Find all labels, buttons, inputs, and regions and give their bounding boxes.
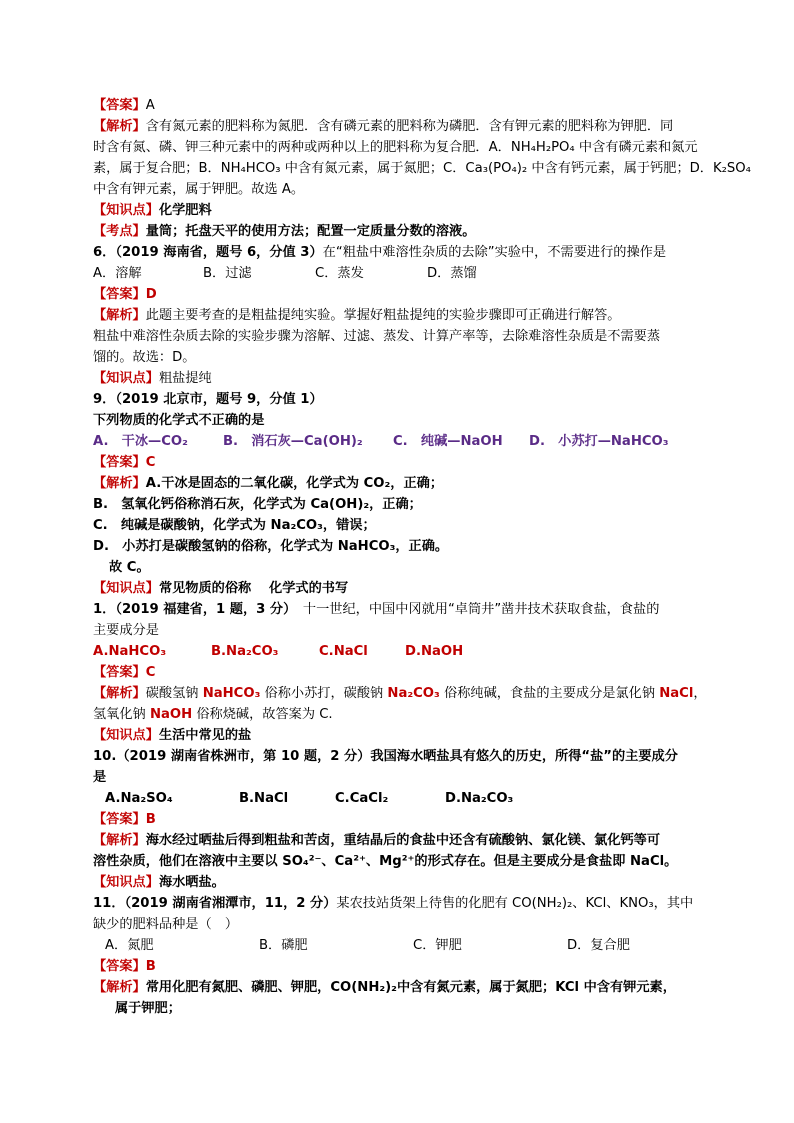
question-source: （2019 福建省，1 题，3 分） xyxy=(115,602,290,617)
text-line: 故 C。 xyxy=(109,560,150,575)
analysis-line xyxy=(93,116,705,137)
options-line xyxy=(93,935,705,956)
option-b: B.NaCl xyxy=(239,791,289,806)
text-line: D. 小苏打是碳酸氢钠的俗称，化学式为 NaHCO₃，正确。 xyxy=(93,539,449,554)
option-b: B．过滤 xyxy=(203,266,252,281)
knowledge-line xyxy=(93,200,705,221)
option-a: A．氮肥 xyxy=(105,938,154,953)
text-line: 是 xyxy=(93,770,107,785)
option-a: A. 干冰—CO₂ xyxy=(93,434,188,449)
option-d: D．复合肥 xyxy=(567,938,630,953)
question-source: （2019 湖南省湘潭市，11，2 分） xyxy=(124,896,337,911)
text-line: 主要成分是 xyxy=(93,623,159,638)
question-number: 10. xyxy=(93,749,117,764)
answer-text: A xyxy=(145,98,155,113)
options-line xyxy=(93,263,705,284)
analysis-text: 常用化肥有氮肥、磷肥、钾肥，CO(NH₂)₂中含有氮元素，属于氮肥；KCl 中含有钾元素， xyxy=(145,980,676,995)
question-line xyxy=(93,746,705,767)
knowledge-tag: 【知识点】 xyxy=(93,875,159,890)
text-line: 缺少的肥料品种是（ ） xyxy=(93,917,239,932)
knowledge-tag: 【知识点】 xyxy=(93,371,159,386)
text-line: C. 纯碱是碳酸钠，化学式为 Na₂CO₃，错误； xyxy=(93,518,376,533)
analysis-tag: 【解析】 xyxy=(93,686,146,701)
answer-tag: 【答案】 xyxy=(93,287,146,302)
text-line: B. 氢氧化钙俗称消石灰，化学式为 Ca(OH)₂，正确； xyxy=(93,497,422,512)
option-a: A.Na₂SO₄ xyxy=(105,791,173,806)
kaodian-line xyxy=(93,221,705,242)
options-line xyxy=(93,431,705,452)
analysis-text: 碳酸氢钠 xyxy=(145,686,203,701)
answer-text: B xyxy=(145,959,156,974)
knowledge-tag: 【知识点】 xyxy=(93,728,159,743)
analysis-text: 含有氮元素的肥料称为氮肥．含有磷元素的肥料称为磷肥．含有钾元素的肥料称为钾肥．同 xyxy=(145,119,674,134)
formula: NaHCO₃ xyxy=(202,686,261,701)
analysis-tag: 【解析】 xyxy=(93,119,146,134)
question-text: 下列物质的化学式不正确的是 xyxy=(93,413,265,428)
analysis-text: ， xyxy=(693,686,707,701)
analysis-line xyxy=(93,305,705,326)
option-c: C.CaCl₂ xyxy=(335,791,389,806)
analysis-tag: 【解析】 xyxy=(93,980,146,995)
text: 氢氧化钠 xyxy=(93,707,150,722)
option-d: D.NaOH xyxy=(405,644,464,659)
analysis-line xyxy=(93,473,705,494)
text: 俗称烧碱，故答案为 C. xyxy=(192,707,333,722)
answer-line xyxy=(93,956,705,977)
question-source: （2019 北京市，题号 9，分值 1） xyxy=(115,392,323,407)
option-a: A.NaHCO₃ xyxy=(93,644,167,659)
text-line: 素，属于复合肥；B．NH₄HCO₃ 中含有氮元素，属于氮肥；C．Ca₃(PO₄)₂ 中含有钙元素，属于钙肥；D．K₂SO₄ xyxy=(93,161,751,176)
option-d: D.Na₂CO₃ xyxy=(445,791,514,806)
answer-tag: 【答案】 xyxy=(93,812,146,827)
knowledge-tag: 【知识点】 xyxy=(93,203,159,218)
answer-text: B xyxy=(145,812,156,827)
answer-tag: 【答案】 xyxy=(93,455,146,470)
question-line xyxy=(93,242,705,263)
knowledge-text: 常见物质的俗称 化学式的书写 xyxy=(158,581,349,596)
question-line xyxy=(93,893,705,914)
answer-line xyxy=(93,95,705,116)
analysis-line xyxy=(93,977,705,998)
answer-tag: 【答案】 xyxy=(93,98,146,113)
knowledge-tag: 【知识点】 xyxy=(93,581,159,596)
question-text: 在“粗盐中难溶性杂质的去除”实验中，不需要进行的操作是 xyxy=(322,245,667,260)
question-text: 我国海水晒盐具有悠久的历史，所得“盐”的主要成分 xyxy=(370,749,678,764)
knowledge-text: 化学肥料 xyxy=(158,203,212,218)
answer-line xyxy=(93,809,705,830)
question-line xyxy=(93,599,705,620)
question-source: （2019 海南省，题号 6，分值 3） xyxy=(115,245,323,260)
analysis-line xyxy=(93,683,705,704)
question-line xyxy=(93,389,705,410)
knowledge-text: 生活中常见的盐 xyxy=(158,728,252,743)
question-source: （2019 湖南省株洲市，第 10 题，2 分） xyxy=(116,749,371,764)
analysis-tag: 【解析】 xyxy=(93,308,146,323)
analysis-text: 海水经过晒盐后得到粗盐和苦卤，重结晶后的食盐中还含有硫酸钠、氯化镁、氯化钙等可 xyxy=(145,833,661,848)
options-line xyxy=(93,788,705,809)
formula: Na₂CO₃ xyxy=(387,686,440,701)
formula: NaOH xyxy=(149,707,193,722)
answer-line xyxy=(93,284,705,305)
options-line xyxy=(93,641,705,662)
option-c: C.NaCl xyxy=(319,644,368,659)
text-line xyxy=(93,704,705,725)
text-line: 馏的。故选：D。 xyxy=(93,350,196,365)
formula: NaCl xyxy=(659,686,694,701)
question-text: 十一世纪，中国中冈就用“卓筒井”凿井技术获取食盐，食盐的 xyxy=(289,602,660,617)
option-b: B.Na₂CO₃ xyxy=(211,644,279,659)
text-line: 时含有氮、磷、钾三种元素中的两种或两种以上的肥料称为复合肥．A．NH₄H₂PO₄ 中含有磷元素和氮元 xyxy=(93,140,698,155)
question-text: 某农技站货架上待售的化肥有 CO(NH₂)₂、KCl、KNO₃，其中 xyxy=(336,896,694,911)
answer-line xyxy=(93,452,705,473)
text-line: 溶性杂质，他们在溶液中主要以 SO₄²⁻、Ca²⁺、Mg²⁺的形式存在。但是主要成分是食盐即 NaCl。 xyxy=(93,854,678,869)
option-d: D．蒸馏 xyxy=(427,266,477,281)
knowledge-line xyxy=(93,725,705,746)
knowledge-line xyxy=(93,368,705,389)
text-line: 属于钾肥； xyxy=(115,1001,181,1016)
option-a: A．溶解 xyxy=(93,266,142,281)
answer-tag: 【答案】 xyxy=(93,665,146,680)
option-d: D. 小苏打—NaHCO₃ xyxy=(529,434,669,449)
knowledge-text: 海水晒盐。 xyxy=(158,875,225,890)
option-b: B. 消石灰—Ca(OH)₂ xyxy=(223,434,363,449)
document-page xyxy=(93,95,751,1019)
answer-text: C xyxy=(145,665,156,680)
answer-line xyxy=(93,662,705,683)
kaodian-text: 量筒；托盘天平的使用方法；配置一定质量分数的溶液。 xyxy=(145,224,476,239)
option-c: C．蒸发 xyxy=(315,266,364,281)
option-c: C．钾肥 xyxy=(413,938,462,953)
knowledge-line xyxy=(93,578,705,599)
analysis-line xyxy=(93,830,705,851)
text-line: 中含有钾元素，属于钾肥。故选 A。 xyxy=(93,182,305,197)
option-c: C. 纯碱—NaOH xyxy=(393,434,503,449)
knowledge-text: 粗盐提纯 xyxy=(158,371,212,386)
question-number: 1． xyxy=(93,602,116,617)
analysis-text: 此题主要考查的是粗盐提纯实验。掌握好粗盐提纯的实验步骤即可正确进行解答。 xyxy=(145,308,621,323)
answer-text: D xyxy=(145,287,157,302)
answer-tag: 【答案】 xyxy=(93,959,146,974)
question-number: 11． xyxy=(93,896,125,911)
analysis-text: 俗称纯碱，食盐的主要成分是氯化钠 xyxy=(439,686,660,701)
answer-text: C xyxy=(145,455,156,470)
analysis-text: 俗称小苏打，碳酸钠 xyxy=(260,686,388,701)
analysis-text: A.干冰是固态的二氧化碳，化学式为 CO₂，正确； xyxy=(145,476,444,491)
knowledge-line xyxy=(93,872,705,893)
analysis-tag: 【解析】 xyxy=(93,833,146,848)
analysis-tag: 【解析】 xyxy=(93,476,146,491)
question-number: 9． xyxy=(93,392,116,407)
question-number: 6． xyxy=(93,245,116,260)
text-line: 粗盐中难溶性杂质去除的实验步骤为溶解、过滤、蒸发、计算产率等，去除难溶性杂质是不需要蒸 xyxy=(93,329,661,344)
kaodian-tag: 【考点】 xyxy=(93,224,146,239)
option-b: B．磷肥 xyxy=(259,938,308,953)
